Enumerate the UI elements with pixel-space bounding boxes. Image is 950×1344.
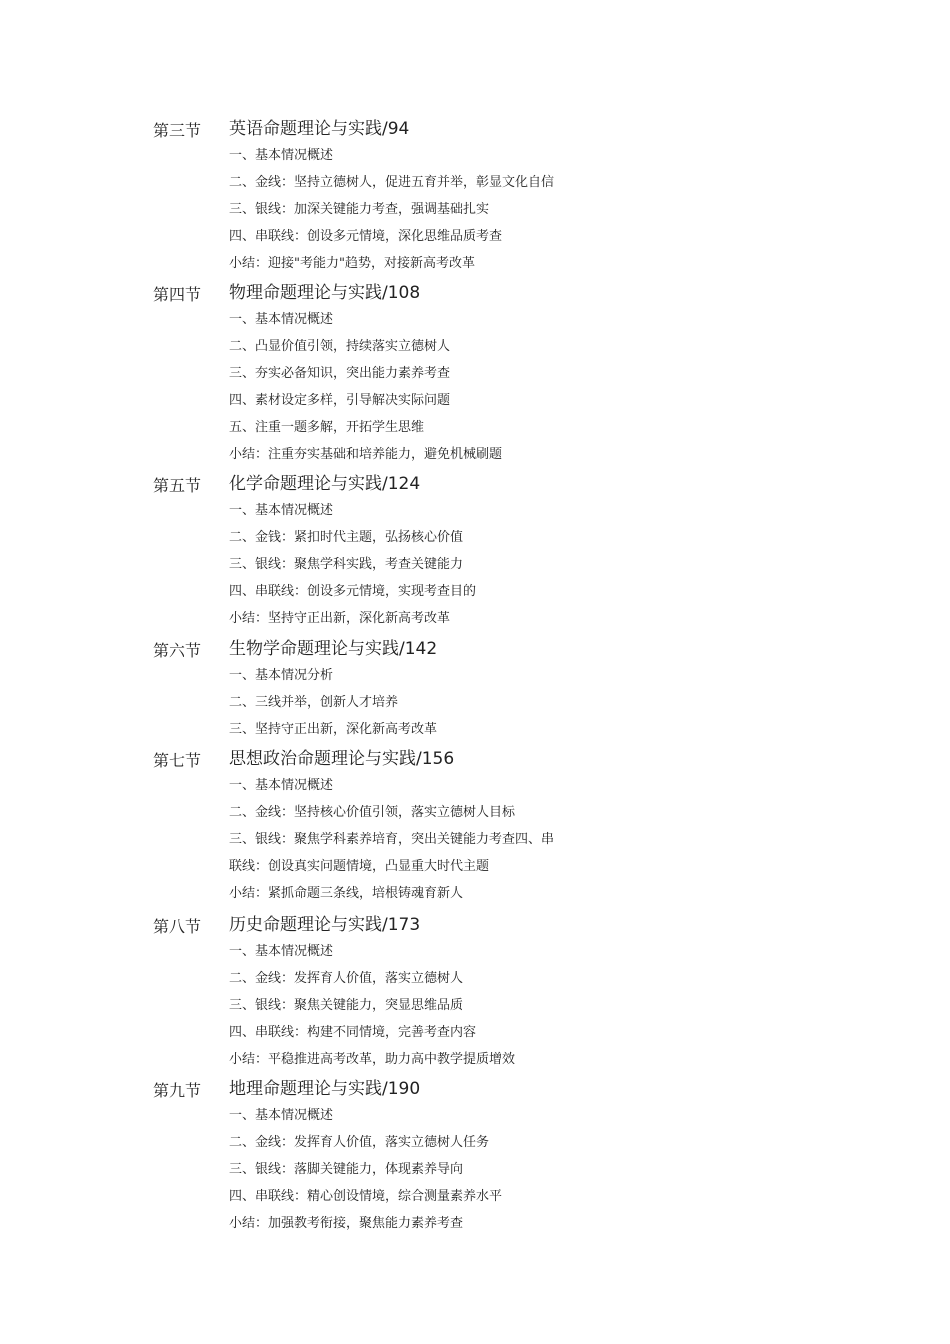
toc-entry: 二、金线：发挥育人价值，落实立德树人任务 xyxy=(229,1135,490,1150)
section-label: 第五节 xyxy=(153,476,202,495)
toc-entry: 一、基本情况概述 xyxy=(229,503,334,518)
toc-entry: 一、基本情况概述 xyxy=(229,1108,334,1123)
toc-entry: 二、三线并举，创新人才培养 xyxy=(229,695,399,710)
section-label: 第八节 xyxy=(153,917,202,936)
toc-entry: 三、夯实必备知识，突出能力素养考查 xyxy=(229,366,451,381)
section-title: 物理命题理论与实践/108 xyxy=(229,283,421,303)
toc-entry: 联线：创设真实问题情境，凸显重大时代主题 xyxy=(229,859,490,874)
toc-entry: 二、金线：发挥育人价值，落实立德树人 xyxy=(229,971,464,986)
toc-entry: 三、银线：聚焦学科素养培育，突出关键能力考查四、串 xyxy=(229,832,555,847)
toc-entry: 小结：迎接"考能力"趋势，对接新高考改革 xyxy=(229,256,475,271)
toc-entry: 二、凸显价值引领，持续落实立德树人 xyxy=(229,339,451,354)
section-title: 化学命题理论与实践/124 xyxy=(229,474,421,494)
section-title: 历史命题理论与实践/173 xyxy=(229,915,421,935)
toc-entry: 四、串联线：创设多元情境，深化思维品质考查 xyxy=(229,229,503,244)
toc-entry: 小结：加强教考衔接，聚焦能力素养考查 xyxy=(229,1216,464,1231)
section-title: 英语命题理论与实践/94 xyxy=(229,119,410,139)
toc-entry: 三、银线：落脚关键能力，体现素养导向 xyxy=(229,1162,464,1177)
toc-entry: 二、金钱：紧扣时代主题，弘扬核心价值 xyxy=(229,530,464,545)
section-label: 第四节 xyxy=(153,285,202,304)
section-title: 地理命题理论与实践/190 xyxy=(229,1079,421,1099)
toc-entry: 一、基本情况概述 xyxy=(229,148,334,163)
toc-entry: 小结：坚持守正出新，深化新高考改革 xyxy=(229,611,451,626)
toc-entry: 小结：注重夯实基础和培养能力，避免机械刷题 xyxy=(229,447,503,462)
toc-entry: 三、银线：加深关键能力考查，强调基础扎实 xyxy=(229,202,490,217)
section-label: 第七节 xyxy=(153,751,202,770)
toc-entry: 一、基本情况概述 xyxy=(229,312,334,327)
toc-entry: 四、串联线：构建不同情境，完善考查内容 xyxy=(229,1025,477,1040)
toc-entry: 三、银线：聚焦学科实践，考查关键能力 xyxy=(229,557,464,572)
toc-entry: 四、串联线：精心创设情境，综合测量素养水平 xyxy=(229,1189,503,1204)
section-label: 第九节 xyxy=(153,1081,202,1100)
toc-entry: 一、基本情况概述 xyxy=(229,778,334,793)
toc-entry: 小结：紧抓命题三条线，培根铸魂育新人 xyxy=(229,886,464,901)
toc-entry: 二、金线：坚持核心价值引领，落实立德树人目标 xyxy=(229,805,516,820)
toc-entry: 三、银线：聚焦关键能力，突显思维品质 xyxy=(229,998,464,1013)
toc-entry: 三、坚持守正出新，深化新高考改革 xyxy=(229,722,438,737)
toc-entry: 一、基本情况概述 xyxy=(229,944,334,959)
section-title: 生物学命题理论与实践/142 xyxy=(229,639,438,659)
section-label: 第六节 xyxy=(153,641,202,660)
section-label: 第三节 xyxy=(153,121,202,140)
toc-entry: 小结：平稳推进高考改革，助力高中教学提质增效 xyxy=(229,1052,516,1067)
toc-entry: 五、注重一题多解，开拓学生思维 xyxy=(229,420,425,435)
toc-entry: 四、串联线：创设多元情境，实现考查目的 xyxy=(229,584,477,599)
toc-entry: 二、金线：坚持立德树人，促进五育并举，彰显文化自信 xyxy=(229,175,555,190)
toc-entry: 四、素材设定多样，引导解决实际问题 xyxy=(229,393,451,408)
section-title: 思想政治命题理论与实践/156 xyxy=(229,749,455,769)
toc-entry: 一、基本情况分析 xyxy=(229,668,334,683)
